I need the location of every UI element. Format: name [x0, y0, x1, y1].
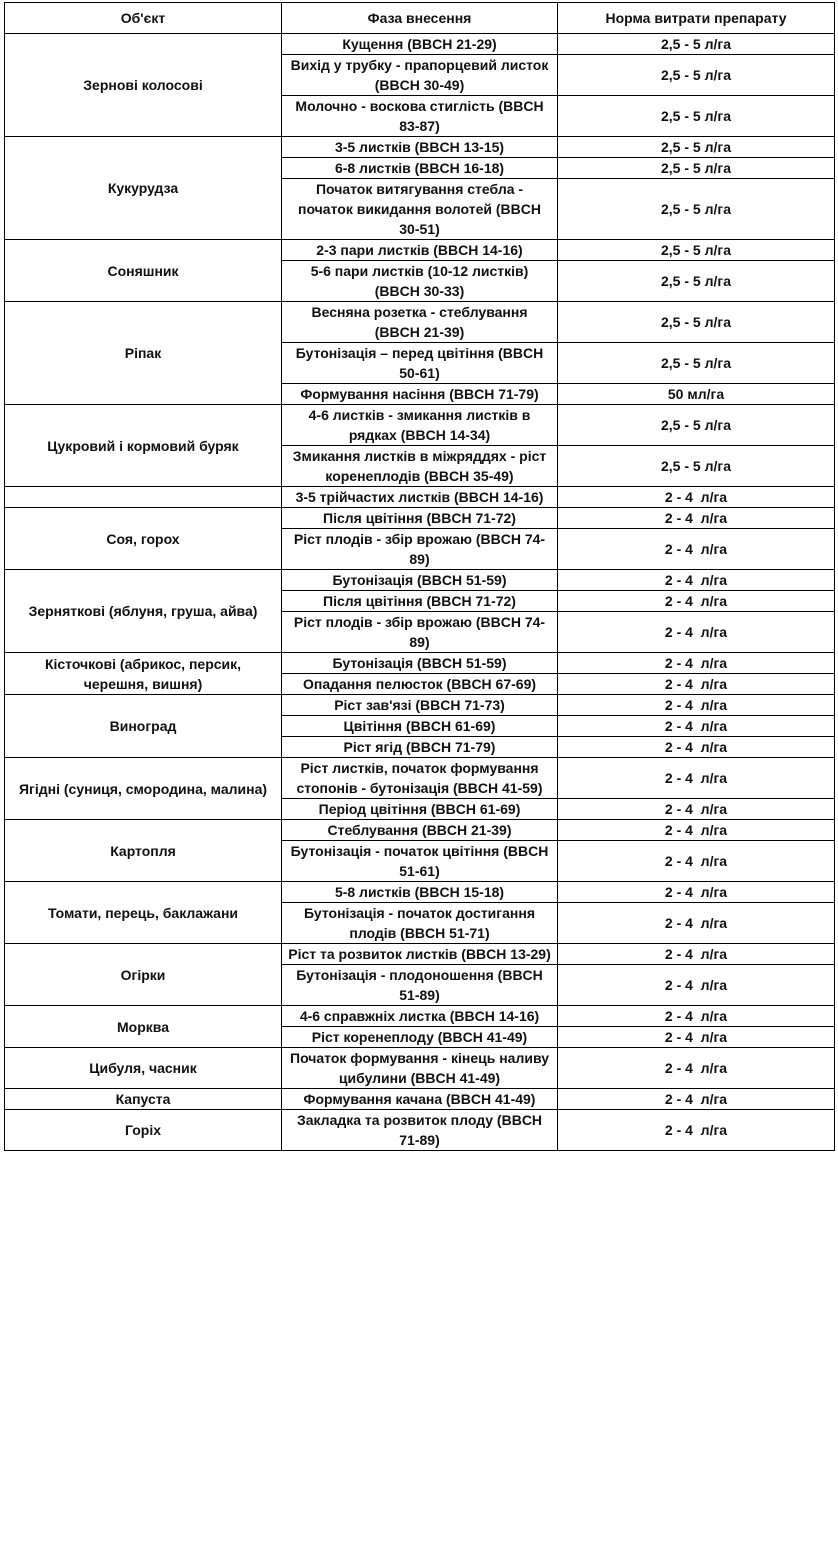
phase-cell: Бутонізація - плодоношення (BBCH 51-89) — [282, 965, 558, 1006]
object-cell: Кукурудза — [5, 137, 282, 240]
rate-cell: 2,5 - 5 л/га — [558, 137, 835, 158]
phase-cell: 3-5 листків (BBCH 13-15) — [282, 137, 558, 158]
phase-cell: Молочно - воскова стиглість (BBCH 83-87) — [282, 96, 558, 137]
rate-cell: 2 - 4 л/га — [558, 903, 835, 944]
object-cell: Зерняткові (яблуня, груша, айва) — [5, 570, 282, 653]
object-cell: Соя, горох — [5, 508, 282, 570]
phase-cell: Змикання листків в міжряддях - ріст коренеплодів (BBCH 35-49) — [282, 446, 558, 487]
table-row — [5, 882, 835, 903]
phase-cell: Ріст коренеплоду (BBCH 41-49) — [282, 1027, 558, 1048]
phase-cell: Після цвітіння (BBCH 71-72) — [282, 508, 558, 529]
rate-cell: 2 - 4 л/га — [558, 737, 835, 758]
phase-cell: Ріст зав'язі (BBCH 71-73) — [282, 695, 558, 716]
phase-cell: Весняна розетка - стеблування (BBCH 21-39) — [282, 302, 558, 343]
table-row — [5, 508, 835, 529]
rate-cell: 2 - 4 л/га — [558, 1027, 835, 1048]
phase-cell: Початок витягування стебла - початок викидання волотей (BBCH 30-51) — [282, 179, 558, 240]
rate-cell: 2,5 - 5 л/га — [558, 158, 835, 179]
header-row — [5, 3, 835, 34]
rate-cell: 2 - 4 л/га — [558, 820, 835, 841]
object-cell: Картопля — [5, 820, 282, 882]
object-cell: Соняшник — [5, 240, 282, 302]
phase-cell: Опадання пелюсток (BBCH 67-69) — [282, 674, 558, 695]
table-row — [5, 695, 835, 716]
table-row — [5, 302, 835, 343]
phase-cell: 5-6 пари листків (10-12 листків) (BBCH 30-33) — [282, 261, 558, 302]
rate-cell: 2 - 4 л/га — [558, 1089, 835, 1110]
rate-cell: 2 - 4 л/га — [558, 1110, 835, 1151]
table-row — [5, 1089, 835, 1110]
rate-cell: 2,5 - 5 л/га — [558, 405, 835, 446]
rate-cell: 2 - 4 л/га — [558, 841, 835, 882]
rate-cell: 2 - 4 л/га — [558, 653, 835, 674]
phase-cell: 5-8 листків (BBCH 15-18) — [282, 882, 558, 903]
application-rates-table — [4, 2, 835, 1151]
rate-cell: 2 - 4 л/га — [558, 508, 835, 529]
table-row — [5, 570, 835, 591]
phase-cell: 2-3 пари листків (BBCH 14-16) — [282, 240, 558, 261]
table-body — [5, 34, 835, 1151]
rate-cell: 2 - 4 л/га — [558, 1006, 835, 1027]
table-row — [5, 1110, 835, 1151]
table-row — [5, 34, 835, 55]
rate-cell: 2,5 - 5 л/га — [558, 343, 835, 384]
rate-cell: 2 - 4 л/га — [558, 944, 835, 965]
phase-cell: 4-6 листків - змикання листків в рядках (BBCH 14-34) — [282, 405, 558, 446]
object-cell: Огірки — [5, 944, 282, 1006]
phase-cell: 6-8 листків (BBCH 16-18) — [282, 158, 558, 179]
phase-cell: 3-5 трійчастих листків (BBCH 14-16) — [282, 487, 558, 508]
table-row — [5, 820, 835, 841]
rate-cell: 2 - 4 л/га — [558, 591, 835, 612]
rate-cell: 2,5 - 5 л/га — [558, 240, 835, 261]
header-object: Об'єкт — [5, 3, 282, 34]
object-cell: Ріпак — [5, 302, 282, 405]
header-rate: Норма витрати препарату — [558, 3, 835, 34]
rate-cell: 2 - 4 л/га — [558, 1048, 835, 1089]
rate-cell: 2 - 4 л/га — [558, 882, 835, 903]
table-row — [5, 405, 835, 446]
phase-cell: Період цвітіння (BBCH 61-69) — [282, 799, 558, 820]
phase-cell: Цвітіння (BBCH 61-69) — [282, 716, 558, 737]
object-cell: Цибуля, часник — [5, 1048, 282, 1089]
rate-cell: 2 - 4 л/га — [558, 965, 835, 1006]
phase-cell: Ріст листків, початок формування стопонів - бутонізація (BBCH 41-59) — [282, 758, 558, 799]
table-row — [5, 1048, 835, 1089]
rate-cell: 2 - 4 л/га — [558, 612, 835, 653]
phase-cell: Ріст та розвиток листків (BBCH 13-29) — [282, 944, 558, 965]
rate-cell: 2,5 - 5 л/га — [558, 55, 835, 96]
phase-cell: Бутонізація – перед цвітіння (BBCH 50-61) — [282, 343, 558, 384]
rate-cell: 2 - 4 л/га — [558, 529, 835, 570]
phase-cell: Формування насіння (BBCH 71-79) — [282, 384, 558, 405]
object-cell: Кісточкові (абрикос, персик, черешня, вишня) — [5, 653, 282, 695]
rate-cell: 2,5 - 5 л/га — [558, 179, 835, 240]
rate-cell: 2,5 - 5 л/га — [558, 96, 835, 137]
phase-cell: Формування качана (BBCH 41-49) — [282, 1089, 558, 1110]
header-phase: Фаза внесення — [282, 3, 558, 34]
table-row — [5, 137, 835, 158]
object-cell: Виноград — [5, 695, 282, 758]
phase-cell: Початок формування - кінець наливу цибулини (BBCH 41-49) — [282, 1048, 558, 1089]
phase-cell: Стеблування (BBCH 21-39) — [282, 820, 558, 841]
phase-cell: Після цвітіння (BBCH 71-72) — [282, 591, 558, 612]
rate-cell: 2 - 4 л/га — [558, 799, 835, 820]
phase-cell: Вихід у трубку - прапорцевий листок (BBCH 30-49) — [282, 55, 558, 96]
rate-cell: 2,5 - 5 л/га — [558, 302, 835, 343]
rate-cell: 2 - 4 л/га — [558, 716, 835, 737]
object-cell: Зернові колосові — [5, 34, 282, 137]
table-row — [5, 1006, 835, 1027]
phase-cell: Ріст плодів - збір врожаю (BBCH 74-89) — [282, 612, 558, 653]
table-row — [5, 944, 835, 965]
phase-cell: 4-6 справжніх листка (BBCH 14-16) — [282, 1006, 558, 1027]
rate-cell: 2 - 4 л/га — [558, 487, 835, 508]
object-cell: Горіх — [5, 1110, 282, 1151]
object-cell: Капуста — [5, 1089, 282, 1110]
rate-cell: 2 - 4 л/га — [558, 695, 835, 716]
phase-cell: Бутонізація (BBCH 51-59) — [282, 653, 558, 674]
table-row — [5, 758, 835, 799]
rate-cell: 2,5 - 5 л/га — [558, 261, 835, 302]
object-cell: Цукровий і кормовий буряк — [5, 405, 282, 487]
rate-cell: 2,5 - 5 л/га — [558, 34, 835, 55]
phase-cell: Ріст ягід (BBCH 71-79) — [282, 737, 558, 758]
table-row — [5, 487, 835, 508]
object-cell: Ягідні (суниця, смородина, малина) — [5, 758, 282, 820]
rate-cell: 50 мл/га — [558, 384, 835, 405]
phase-cell: Закладка та розвиток плоду (BBCH 71-89) — [282, 1110, 558, 1151]
object-cell: Морква — [5, 1006, 282, 1048]
phase-cell: Бутонізація - початок достигання плодів (BBCH 51-71) — [282, 903, 558, 944]
phase-cell: Бутонізація - початок цвітіння (BBCH 51-61) — [282, 841, 558, 882]
table-row — [5, 240, 835, 261]
rate-cell: 2,5 - 5 л/га — [558, 446, 835, 487]
rate-cell: 2 - 4 л/га — [558, 758, 835, 799]
phase-cell: Кущення (BBCH 21-29) — [282, 34, 558, 55]
table-row — [5, 653, 835, 674]
rate-cell: 2 - 4 л/га — [558, 674, 835, 695]
phase-cell: Ріст плодів - збір врожаю (BBCH 74-89) — [282, 529, 558, 570]
phase-cell: Бутонізація (BBCH 51-59) — [282, 570, 558, 591]
object-cell: Томати, перець, баклажани — [5, 882, 282, 944]
rate-cell: 2 - 4 л/га — [558, 570, 835, 591]
object-cell — [5, 487, 282, 508]
